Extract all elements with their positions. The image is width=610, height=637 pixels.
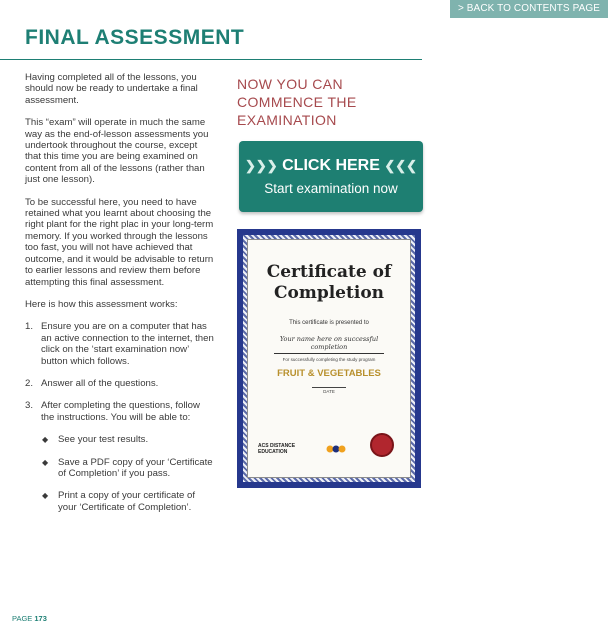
page-label: PAGE <box>12 614 33 623</box>
certificate-date-label: DATE <box>323 389 335 394</box>
step-item <box>25 378 215 389</box>
click-here-label: CLICK HERE <box>282 157 380 174</box>
intro-paragraph: Having completed all of the lessons, you should now be ready to undertake a final assessment. <box>25 72 198 106</box>
bullet-text: Save a PDF copy of your ‘Certificate of Completion’ if you pass. <box>58 456 213 479</box>
step-text: Answer all of the questions. <box>41 377 159 389</box>
red-seal-icon <box>370 433 394 457</box>
bullet-item <box>25 434 215 445</box>
acs-logo <box>258 443 295 455</box>
page-title: FINAL ASSESSMENT <box>25 26 245 49</box>
bullet-text: Print a copy of your certificate of your ‘Certificate of Completion’. <box>58 490 196 513</box>
certificate-paper <box>247 239 411 478</box>
certificate-name-line: Your name here on successful completion <box>274 335 384 354</box>
step-number: 2. <box>25 377 34 389</box>
intro-paragraph: To be successful here, you need to have retained what you learnt about choosing the right plant for the right plac in your long-term memory. If you worked through the lessons too fast, you will not have achieved that outcome, and it would be advisable to return to earlier lessons and review them before attempting this final assessment. <box>25 196 214 288</box>
intro-paragraph: Here is how this assessment works: <box>25 298 178 310</box>
chevrons-left-icon: ❮❮❮ <box>384 158 418 173</box>
diamond-bullet-icon: ◆ <box>42 491 49 501</box>
acs-logo-line: ACS DISTANCE <box>258 443 296 449</box>
diamond-bullet-icon: ◆ <box>42 457 49 467</box>
certificate-completing-text: For successfully completing the study program <box>282 357 376 362</box>
step-text: Ensure you are on a computer that has an active connection to the internet, then click on the ‘start examination now’ button which follows. <box>41 321 214 367</box>
certificate-title <box>248 240 410 304</box>
certificate-border <box>243 235 415 482</box>
step-number: 3. <box>25 400 34 412</box>
certificate-presented-text: This certificate is presented to <box>289 320 369 326</box>
page-number-value: 173 <box>34 614 47 623</box>
step-text: After completing the questions, follow the instructions. You will be able to: <box>41 400 200 423</box>
click-here-line <box>239 156 423 176</box>
step-item <box>25 400 215 423</box>
title-divider <box>0 59 422 60</box>
certificate-date-line <box>312 387 346 388</box>
page-number <box>12 614 47 623</box>
certificate-title-line: Completion <box>273 283 385 303</box>
bullet-item <box>25 490 215 513</box>
diamond-bullet-icon: ◆ <box>42 435 49 445</box>
start-examination-label: Start examination now <box>264 181 398 196</box>
intro-paragraph: This “exam” will operate in much the same way as the end-of-lesson assessments you undertook throughout the course, except that this time you are being examined on content from all of the lessons (rather than just one lesson). <box>25 117 209 186</box>
acp-logo-icon <box>326 443 346 455</box>
chevrons-right-icon: ❯❯❯ <box>244 158 278 173</box>
commence-heading: NOW YOU CAN COMMENCE THE EXAMINATION <box>237 76 357 128</box>
step-number: 1. <box>25 321 34 333</box>
instructions-column <box>25 72 215 524</box>
certificate-title-line: Certificate of <box>266 262 392 282</box>
start-examination-button[interactable] <box>239 141 423 212</box>
back-to-contents-button[interactable]: > BACK TO CONTENTS PAGE <box>450 0 608 18</box>
certificate-image <box>237 229 421 488</box>
acs-logo-line: EDUCATION <box>258 449 288 455</box>
bullet-item <box>25 457 215 480</box>
bullet-text: See your test results. <box>58 434 149 446</box>
certificate-program: FRUIT & VEGETABLES <box>277 368 381 379</box>
step-item <box>25 321 215 367</box>
